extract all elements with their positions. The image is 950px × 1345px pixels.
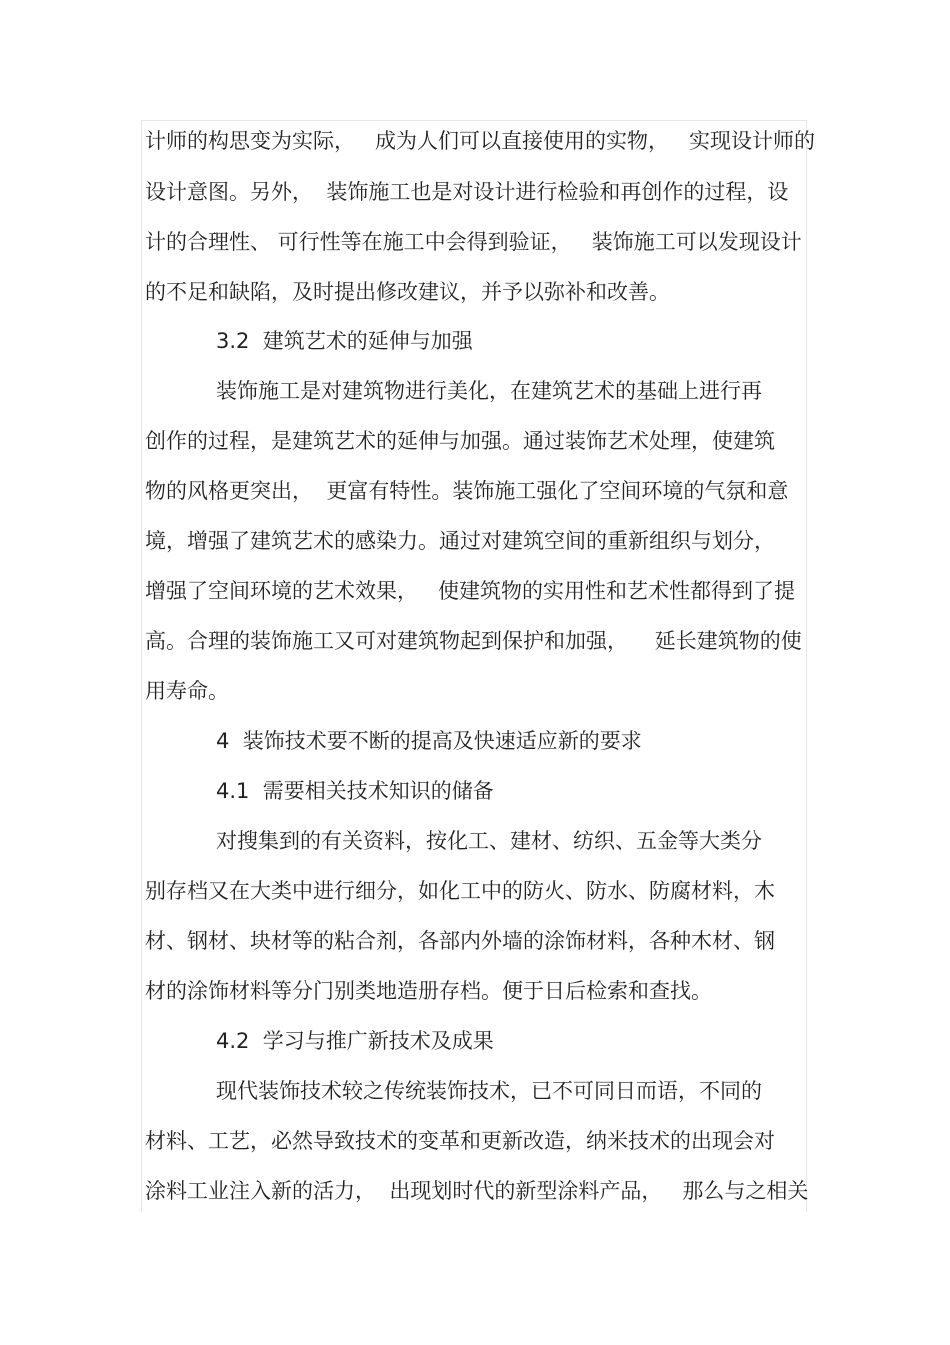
text-line: 设计意图。另外， 装饰施工也是对设计进行检验和再创作的过程，设 (145, 180, 789, 204)
text-line: 高。合理的装饰施工又可对建筑物起到保护和加强， 延长建筑物的使 (145, 629, 802, 653)
section-heading: 3.2 建筑艺术的延伸与加强 (216, 329, 473, 353)
text-line: 材、钢材、块材等的粘合剂，各部内外墙的涂饰材料，各种木材、钢 (145, 929, 775, 953)
section-heading: 4.1 需要相关技术知识的储备 (216, 779, 494, 803)
section-heading: 4.2 学习与推广新技术及成果 (216, 1029, 494, 1053)
text-line: 计师的构思变为实际， 成为人们可以直接使用的实物， 实现设计师的 (145, 129, 816, 153)
text-line: 增强了空间环境的艺术效果， 使建筑物的实用性和艺术性都得到了提 (145, 579, 796, 603)
text-line: 材料、工艺，必然导致技术的变革和更新改造，纳米技术的出现会对 (145, 1129, 775, 1153)
text-line: 现代装饰技术较之传统装饰技术，已不可同日而语，不同的 (216, 1079, 762, 1103)
text-line: 装饰施工是对建筑物进行美化，在建筑艺术的基础上进行再 (216, 379, 762, 403)
text-line: 材的涂饰材料等分门别类地造册存档。便于日后检索和查找。 (145, 979, 712, 1003)
text-line: 对搜集到的有关资料，按化工、建材、纺织、五金等大类分 (216, 829, 762, 853)
text-line: 用寿命。 (145, 679, 229, 703)
text-line: 别存档又在大类中进行细分，如化工中的防火、防水、防腐材料，木 (145, 879, 775, 903)
section-heading: 4 装饰技术要不断的提高及快速适应新的要求 (216, 729, 642, 753)
text-line: 的不足和缺陷，及时提出修改建议，并予以弥补和改善。 (145, 280, 670, 304)
text-line: 物的风格更突出， 更富有特性。装饰施工强化了空间环境的气氛和意 (145, 479, 789, 503)
text-line: 涂料工业注入新的活力， 出现划时代的新型涂料产品， 那么与之相关 (145, 1179, 809, 1203)
text-line: 境，增强了建筑艺术的感染力。通过对建筑空间的重新组织与划分， (145, 529, 775, 553)
text-line: 计的合理性、 可行性等在施工中会得到验证， 装饰施工可以发现设计 (145, 230, 802, 254)
text-line: 创作的过程，是建筑艺术的延伸与加强。通过装饰艺术处理，使建筑 (145, 429, 775, 453)
